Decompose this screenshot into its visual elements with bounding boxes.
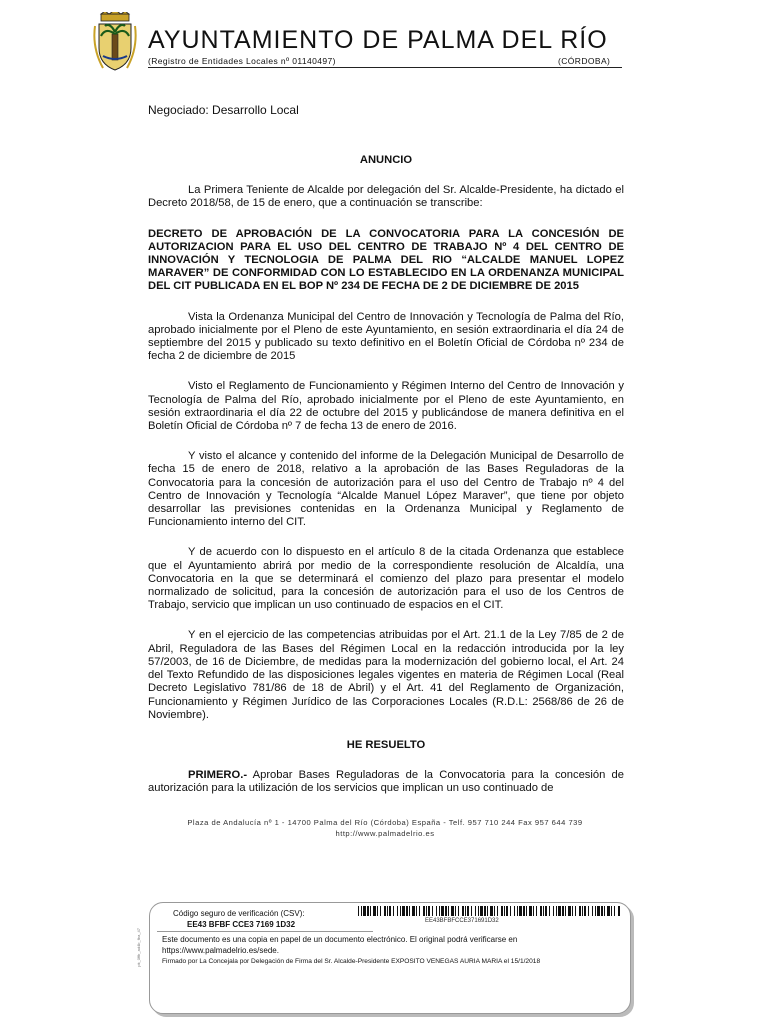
intro-paragraph: La Primera Teniente de Alcalde por delegación del Sr. Alcalde-Presidente, ha dictado el Decreto 2018/58, de 15 de enero, que a continuación se transcribe: — [148, 184, 624, 210]
csv-divider — [157, 931, 373, 932]
heading-anuncio: ANUNCIO — [359, 154, 413, 166]
footer-address: Plaza de Andalucía nº 1 - 14700 Palma del Río (Córdoba) España - Telf. 957 710 244 Fax 957 644 739 — [187, 818, 583, 827]
decree-title: DECRETO DE APROBACIÓN DE LA CONVOCATORIA PARA LA CONCESIÓN DE AUTORIZACION PARA EL USO DEL CENTRO DE TRABAJO Nº 4 DEL CENTRO DE INNOVACIÓN Y TECNOLOGIA DE PALMA DEL RIO “ALCALDE MANUEL LOPEZ MARAVER” DE CONFORMIDAD CON LO ESTABLECIDO EN LA ORDENANZA MUNICIPAL DEL CIT PUBLICADA EN EL BOP Nº 234 DE FECHA DE 2 DE DICIEMBRE DE 2015 — [148, 227, 624, 293]
paragraph-informe: Y visto el alcance y contenido del informe de la Delegación Municipal de Desarrollo de fecha 15 de enero de 2018, relativo a la aprobación de las Bases Reguladoras de la Convocatoria para la concesión de autorización para el uso del Centro de Trabajo nº 4 del Centro de Innovación y Tecnología “Alcalde Manuel López Maraver”, que tiene por objeto desarrollar las previsiones contenidas en la Ordenanza Municipal y Reglamento de Funcionamiento interno del CIT. — [148, 450, 624, 529]
primero-text: Aprobar Bases Reguladoras de la Convocatoria para la concesión de autorización para la utilización de los servicios que implican un uso continuado de — [148, 769, 624, 795]
organization-title: AYUNTAMIENTO DE PALMA DEL RÍO — [148, 26, 608, 54]
csv-verification-link[interactable]: https://www.palmadelrio.es/sede. — [162, 946, 279, 955]
paragraph-ordenanza: Vista la Ordenanza Municipal del Centro de Innovación y Tecnología de Palma del Río, aprobado inicialmente por el Pleno de este Ayuntamiento, en sesión extraordinaria el día 24 de septiembre del 2015 y publicado su texto definitivo en el Boletín Oficial de Córdoba nº 234 de fecha 2 de diciembre de 2015 — [148, 310, 624, 363]
paragraph-reglamento: Visto el Reglamento de Funcionamiento y Régimen Interno del Centro de Innovación y Tecnología de Palma del Río, aprobado inicialmente por el Pleno de este Ayuntamiento, en sesión extraordinaria el día 22 de octubre del 2015 y publicándose de manera definitiva en el Boletín Oficial de Córdoba nº 7 de fecha 13 de enero de 2016. — [148, 380, 624, 433]
primero-label: PRIMERO.- — [188, 769, 248, 782]
paragraph-competencias: Y en el ejercicio de las competencias atribuidas por el Art. 21.1 de la Ley 7/85 de 2 de Abril, Reguladora de las Bases del Régimen Local en la redacción introducida por la ley 57/2003, de 16 de Diciembre, de medidas para la modernización del gobierno local, el Art. 24 del Texto Refundido de las disposiciones legales vigentes en materia de Régimen Local (Real Decreto Legislativo 781/86 de 18 de Abril) y el Art. 41 del Reglamento de Organización, Funcionamiento y Régimen Jurídico de las Corporaciones Locales (R.D.L: 2568/86 de 26 de Noviembre). — [148, 629, 624, 721]
side-reference-code: pk_0ffb_ad4b_fba_47 — [136, 928, 141, 967]
registry-number: (Registro de Entidades Locales nº 01140497) — [148, 56, 336, 66]
coat-of-arms-icon — [93, 12, 137, 74]
csv-note-line1: Este documento es una copia en papel de un documento electrónico. El original podrá verificarse en — [162, 935, 518, 944]
department-label: Negociado: Desarrollo Local — [148, 103, 299, 117]
csv-code: EE43 BFBF CCE3 7169 1D32 — [187, 920, 296, 929]
document-body — [148, 154, 624, 796]
footer-website: http://www.palmadelrio.es — [335, 829, 435, 838]
signature-statement: Firmado por La Concejala por Delegación de Firma del Sr. Alcalde-Presidente EXPOSITO VENEGAS AURIA MARIA el 15/1/2018 — [162, 958, 541, 965]
paragraph-articulo: Y de acuerdo con lo dispuesto en el artículo 8 de la citada Ordenanza que establece que el Ayuntamiento abrirá por medio de la correspondiente resolución de Alcaldía, una Convocatoria en la que se determinará el comienzo del plazo para presentar el modelo normalizado de solicitud, para la concesión de autorización para el uso de los Centros de Trabajo, servicio que implican un uso continuado de espacios en el CIT. — [148, 546, 624, 612]
footer-address-block — [160, 817, 610, 839]
barcode-icon — [358, 906, 620, 916]
heading-resuelto: HE RESUELTO — [346, 738, 426, 751]
header-divider — [148, 67, 622, 68]
paragraph-primero — [148, 769, 624, 795]
barcode-text: EE43BFBFCCE371691D32 — [425, 918, 499, 924]
province-label: (CÓRDOBA) — [558, 56, 611, 66]
csv-label: Código seguro de verificación (CSV): — [173, 909, 305, 918]
